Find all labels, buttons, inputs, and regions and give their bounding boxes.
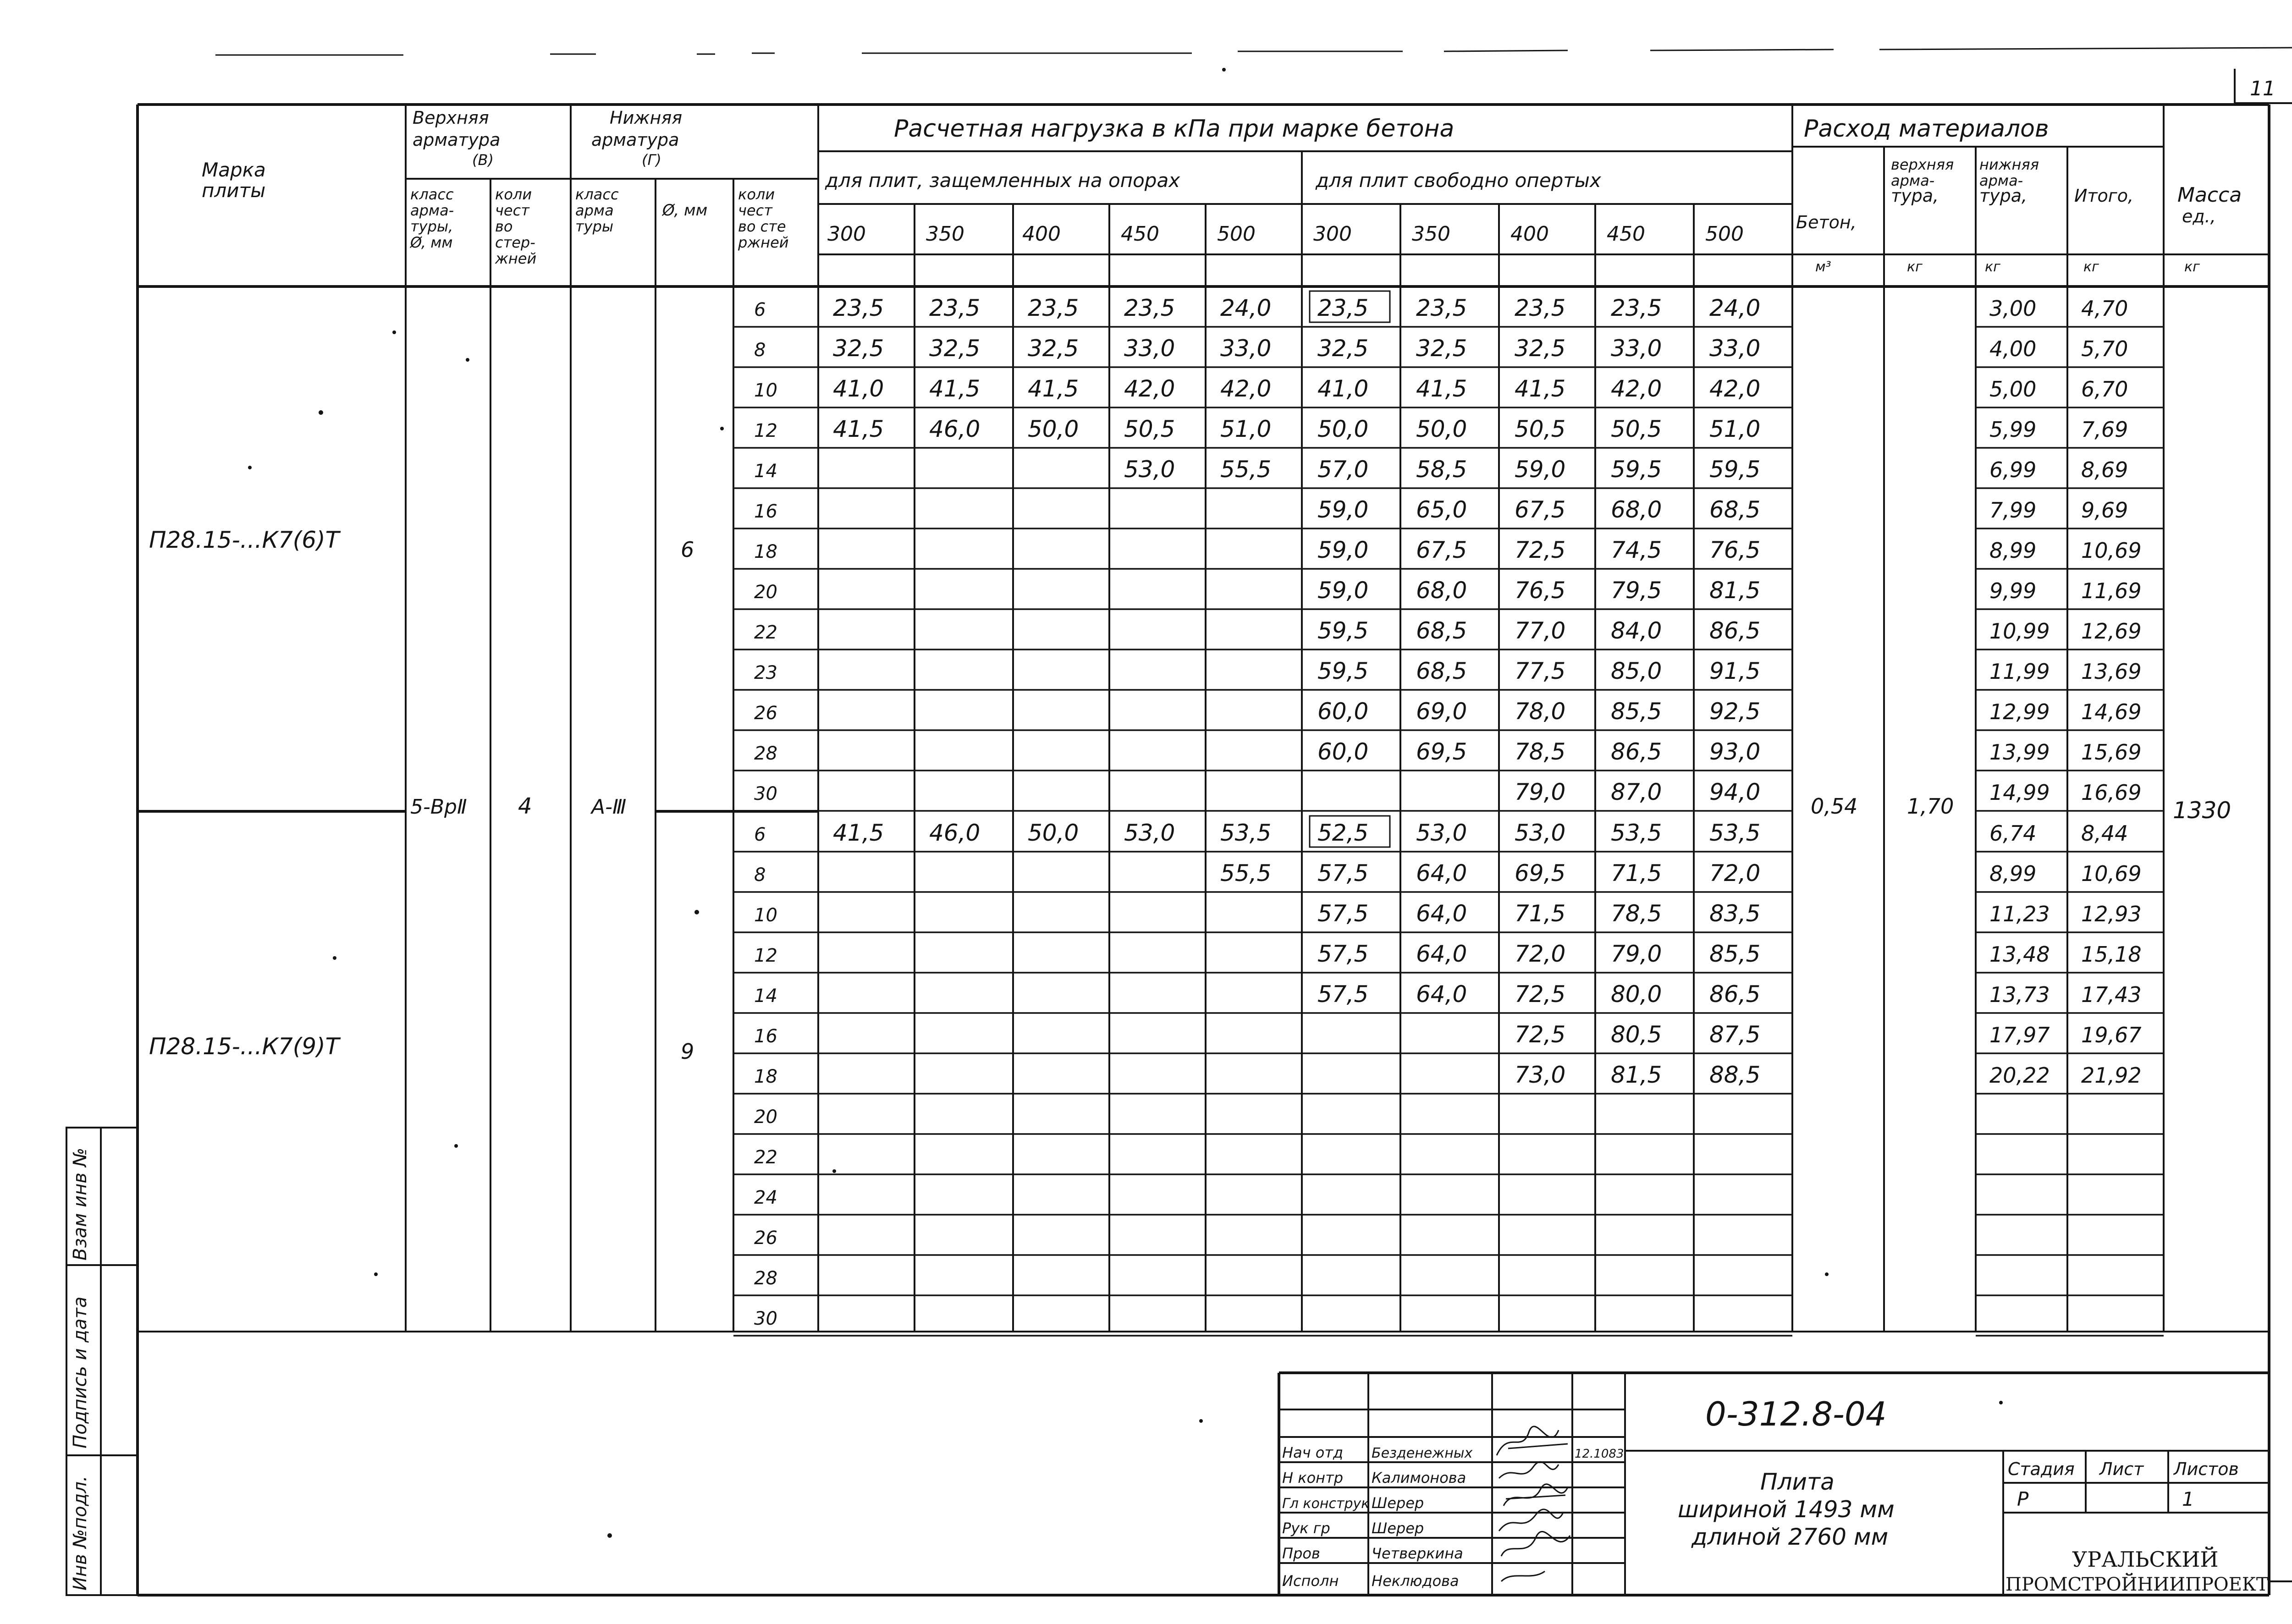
free-value: 71,5 <box>1611 860 1662 886</box>
free-value: 33,0 <box>1611 335 1662 362</box>
table-row-count: 28 <box>754 1268 777 1289</box>
free-value: 68,5 <box>1416 617 1467 644</box>
clamped-value: 41,5 <box>833 820 884 846</box>
free-value: 67,5 <box>1515 496 1566 523</box>
clamped-value: 51,0 <box>1220 416 1272 442</box>
svg-text:400: 400 <box>1022 222 1061 246</box>
free-value: 57,5 <box>1317 981 1369 1007</box>
free-value: 88,5 <box>1709 1062 1761 1088</box>
free-value: 76,5 <box>1515 577 1566 604</box>
free-value: 94,0 <box>1709 779 1761 805</box>
svg-text:Пров: Пров <box>1282 1545 1320 1562</box>
clamped-value: 46,0 <box>929 416 981 442</box>
free-value: 53,5 <box>1611 820 1662 846</box>
svg-text:кг: кг <box>1985 259 2000 275</box>
svg-text:нижняя: нижняя <box>1979 156 2039 173</box>
free-value: 69,5 <box>1416 738 1467 765</box>
free-value: 77,0 <box>1515 617 1566 644</box>
table-row-count: 26 <box>754 703 777 724</box>
clamped-value: 23,5 <box>1028 295 1079 321</box>
free-value: 84,0 <box>1611 617 1662 644</box>
free-value: 86,5 <box>1709 617 1761 644</box>
free-value: 91,5 <box>1709 658 1761 684</box>
group1-mark: П28.15-...К7(6)Т <box>149 527 340 553</box>
free-value: 68,5 <box>1416 658 1467 684</box>
table-row-count: 22 <box>754 1147 777 1168</box>
free-value: 93,0 <box>1709 738 1761 765</box>
svg-text:во сте: во сте <box>738 218 786 235</box>
free-value: 83,5 <box>1709 900 1761 927</box>
free-value: 76,5 <box>1709 537 1761 563</box>
svg-text:300: 300 <box>827 222 866 246</box>
signature-scribbles <box>1497 1426 1570 1581</box>
bottom-rebar-kg: 9,99 <box>1989 578 2037 603</box>
svg-text:Бетон,: Бетон, <box>1796 212 1857 232</box>
stage-value: Р <box>2017 1488 2029 1510</box>
bottom-rebar-kg: 4,00 <box>1989 336 2037 361</box>
svg-text:туры: туры <box>575 218 614 235</box>
bottom-rebar-kg: 12,99 <box>1989 699 2050 724</box>
free-value: 42,0 <box>1611 375 1662 402</box>
svg-text:Шерер: Шерер <box>1372 1519 1424 1537</box>
free-value: 32,5 <box>1317 335 1369 362</box>
unit-mass: 1330 <box>2173 797 2231 824</box>
clamped-value: 46,0 <box>929 820 981 846</box>
group1-dia: 6 <box>681 537 694 562</box>
table-row-count: 8 <box>754 864 766 886</box>
free-value: 23,5 <box>1611 295 1662 321</box>
free-value: 59,0 <box>1317 496 1369 523</box>
hdr-materials: Расход материалов <box>1804 115 2049 143</box>
svg-text:арма-: арма- <box>1979 172 2023 189</box>
svg-text:ед.,: ед., <box>2182 206 2216 226</box>
svg-text:Масса: Масса <box>2177 183 2242 207</box>
total-kg: 15,69 <box>2081 740 2142 765</box>
clamped-value: 32,5 <box>929 335 981 362</box>
free-value: 57,5 <box>1317 860 1369 886</box>
total-kg: 19,67 <box>2081 1023 2142 1047</box>
svg-text:Гл конструк: Гл конструк <box>1282 1496 1370 1512</box>
free-value: 81,5 <box>1611 1062 1662 1088</box>
bottom-rebar-kg: 5,99 <box>1989 417 2037 442</box>
clamped-value: 23,5 <box>833 295 884 321</box>
bottom-rebar-kg: 11,99 <box>1989 659 2050 684</box>
svg-text:500: 500 <box>1217 222 1256 246</box>
hdr-mark-line2: плиты <box>202 179 266 202</box>
total-kg: 10,69 <box>2081 538 2142 563</box>
svg-text:Калимонова: Калимонова <box>1372 1469 1466 1486</box>
stamp-inv-orig: Инв №подл. <box>70 1475 91 1591</box>
bottom-rebar-kg: 7,99 <box>1989 498 2037 523</box>
total-kg: 13,69 <box>2081 659 2142 684</box>
bottom-rebar-kg: 8,99 <box>1989 538 2037 563</box>
free-value: 79,0 <box>1515 779 1566 805</box>
total-kg: 16,69 <box>2081 780 2142 805</box>
free-value: 85,0 <box>1611 658 1662 684</box>
stamp-replaced-inv: Взам инв № <box>70 1147 91 1261</box>
free-value: 50,0 <box>1317 416 1369 442</box>
svg-text:450: 450 <box>1121 222 1159 246</box>
free-value: 51,0 <box>1709 416 1761 442</box>
free-value: 64,0 <box>1416 900 1467 927</box>
total-kg: 4,70 <box>2081 296 2128 321</box>
sheet-number-box <box>2235 69 2292 103</box>
table-row-count: 6 <box>754 299 766 320</box>
svg-text:арматура: арматура <box>591 130 679 150</box>
svg-text:Ø, мм: Ø, мм <box>662 201 708 220</box>
clamped-value: 53,0 <box>1124 456 1175 483</box>
free-value: 64,0 <box>1416 941 1467 967</box>
free-value: 59,0 <box>1515 456 1566 483</box>
svg-text:чест: чест <box>738 202 772 219</box>
free-value: 50,5 <box>1515 416 1566 442</box>
table-header <box>138 105 2269 1332</box>
clamped-value: 55,5 <box>1220 456 1272 483</box>
signature-date: 12.1083 <box>1575 1447 1624 1461</box>
svg-text:коли: коли <box>495 186 532 203</box>
free-value: 72,5 <box>1515 1021 1566 1048</box>
free-value: 50,5 <box>1611 416 1662 442</box>
bottom-rebar-kg: 17,97 <box>1989 1023 2050 1047</box>
free-value: 67,5 <box>1416 537 1467 563</box>
free-value: 58,5 <box>1416 456 1467 483</box>
svg-text:Безденежных: Безденежных <box>1372 1445 1473 1461</box>
free-value: 32,5 <box>1416 335 1467 362</box>
clamped-value: 41,5 <box>1028 375 1079 402</box>
bottom-rebar-kg: 6,99 <box>1989 457 2037 482</box>
free-value: 71,5 <box>1515 900 1566 927</box>
stage-label: Стадия <box>2008 1459 2075 1479</box>
free-value: 73,0 <box>1515 1062 1566 1088</box>
free-value: 57,0 <box>1317 456 1369 483</box>
clamped-value: 41,5 <box>833 416 884 442</box>
total-kg: 14,69 <box>2081 699 2142 724</box>
hdr-free: для плит свободно опертых <box>1316 169 1601 192</box>
svg-text:350: 350 <box>926 222 964 246</box>
svg-text:Итого,: Итого, <box>2074 186 2134 206</box>
free-value: 57,5 <box>1317 941 1369 967</box>
table-row-count: 12 <box>754 420 777 441</box>
group-separators <box>138 811 2269 1332</box>
free-value: 80,5 <box>1611 1021 1662 1048</box>
group2-mark: П28.15-...К7(9)Т <box>149 1033 340 1060</box>
total-kg: 12,93 <box>2081 902 2142 926</box>
svg-text:стер-: стер- <box>495 234 535 251</box>
clamped-value: 32,5 <box>1028 335 1079 362</box>
free-value: 77,5 <box>1515 658 1566 684</box>
hdr-clamped: для плит, защемленных на опорах <box>825 169 1180 192</box>
free-value: 74,5 <box>1611 537 1662 563</box>
table-row-count: 22 <box>754 622 777 643</box>
svg-text:верхняя: верхняя <box>1891 156 1954 173</box>
clamped-value: 33,0 <box>1220 335 1272 362</box>
free-value: 53,0 <box>1416 820 1467 846</box>
free-value: 92,5 <box>1709 698 1761 725</box>
free-value: 42,0 <box>1709 375 1761 402</box>
clamped-value: 41,5 <box>929 375 981 402</box>
svg-text:тура,: тура, <box>1891 186 1939 206</box>
free-value: 85,5 <box>1709 941 1761 967</box>
free-value: 41,0 <box>1317 375 1369 402</box>
bottom-rebar-kg: 6,74 <box>1989 821 2037 846</box>
free-value: 33,0 <box>1709 335 1761 362</box>
clamped-value: 32,5 <box>833 335 884 362</box>
free-value: 59,5 <box>1709 456 1761 483</box>
free-value: 69,0 <box>1416 698 1467 725</box>
svg-text:арматура: арматура <box>413 130 501 150</box>
bottom-rebar-kg: 3,00 <box>1989 296 2037 321</box>
sheet-label: Лист <box>2099 1459 2144 1479</box>
free-value: 64,0 <box>1416 860 1467 886</box>
free-value: 41,5 <box>1515 375 1566 402</box>
clamped-value: 24,0 <box>1220 295 1272 321</box>
total-kg: 9,69 <box>2081 498 2128 523</box>
hdr-mark-line1: Марка <box>202 159 266 181</box>
svg-text:арма-: арма- <box>1891 172 1935 189</box>
svg-text:Неклюдова: Неклюдова <box>1372 1572 1459 1590</box>
document-code: 0-312.8-04 <box>1705 1395 1887 1433</box>
bottom-class: А-Ⅲ <box>591 795 627 819</box>
sheet-number: 11 <box>2250 77 2275 100</box>
total-kg: 8,69 <box>2081 457 2128 482</box>
free-value: 53,0 <box>1515 820 1566 846</box>
title-line-2: шириной 1493 мм <box>1678 1496 1895 1523</box>
svg-text:Н контр: Н контр <box>1282 1469 1344 1486</box>
free-value: 52,5 <box>1317 820 1369 846</box>
svg-text:кг: кг <box>2184 259 2200 275</box>
free-value: 80,0 <box>1611 981 1662 1007</box>
hdr-load-title: Расчетная нагрузка в кПа при марке бетона <box>894 115 1455 143</box>
bottom-rebar-kg: 10,99 <box>1989 619 2050 644</box>
total-kg: 8,44 <box>2081 821 2128 846</box>
total-kg: 11,69 <box>2081 578 2142 603</box>
free-value: 68,0 <box>1416 577 1467 604</box>
total-kg: 21,92 <box>2081 1063 2142 1088</box>
table-row-count: 28 <box>754 743 777 764</box>
free-value: 59,0 <box>1317 537 1369 563</box>
free-value: 59,0 <box>1317 577 1369 604</box>
clamped-value: 41,0 <box>833 375 884 402</box>
bottom-rebar-kg: 13,99 <box>1989 740 2050 765</box>
clamped-value: 53,5 <box>1220 820 1272 846</box>
free-value: 78,5 <box>1515 738 1566 765</box>
clamped-value: 53,0 <box>1124 820 1175 846</box>
top-count: 4 <box>518 793 532 819</box>
svg-text:Ø, мм: Ø, мм <box>410 234 453 251</box>
free-value: 60,0 <box>1317 698 1369 725</box>
title-line-1: Плита <box>1760 1469 1835 1495</box>
table-row-count: 20 <box>754 582 777 603</box>
top-class: 5-ВрⅡ <box>410 795 467 819</box>
org-name-2: ПРОМСТРОЙНИИПРОЕКТ <box>2006 1574 2269 1595</box>
svg-text:Рук гр: Рук гр <box>1282 1519 1330 1537</box>
free-value: 50,0 <box>1416 416 1467 442</box>
bottom-rebar-kg: 13,73 <box>1989 982 2050 1007</box>
free-value: 87,0 <box>1611 779 1662 805</box>
total-kg: 17,43 <box>2081 982 2142 1007</box>
svg-text:чест: чест <box>495 202 529 219</box>
svg-text:коли: коли <box>738 186 775 203</box>
sheet-value: 1 <box>2182 1488 2194 1510</box>
clamped-value: 42,0 <box>1124 375 1175 402</box>
table-row-count: 12 <box>754 945 777 966</box>
svg-text:Шерер: Шерер <box>1372 1494 1424 1512</box>
top-rebar-kg: 1,70 <box>1907 794 1954 819</box>
svg-text:400: 400 <box>1510 222 1549 246</box>
svg-text:(В): (В) <box>472 151 494 169</box>
svg-text:Нач отд: Нач отд <box>1282 1444 1344 1461</box>
table-row-count: 16 <box>754 501 777 522</box>
table-row-count: 14 <box>754 461 777 482</box>
free-value: 81,5 <box>1709 577 1761 604</box>
free-value: 53,5 <box>1709 820 1761 846</box>
clamped-value: 33,0 <box>1124 335 1175 362</box>
clamped-value: 42,0 <box>1220 375 1272 402</box>
table-row-count: 30 <box>754 783 777 804</box>
svg-text:350: 350 <box>1412 222 1450 246</box>
free-value: 23,5 <box>1515 295 1566 321</box>
free-value: 59,5 <box>1317 617 1369 644</box>
free-value: 72,0 <box>1515 941 1566 967</box>
sheets-label: Листов <box>2174 1459 2239 1479</box>
free-value: 85,5 <box>1611 698 1662 725</box>
bottom-rebar-kg: 14,99 <box>1989 780 2050 805</box>
svg-text:жней: жней <box>495 250 537 267</box>
org-name-1: УРАЛЬСКИЙ <box>2072 1547 2219 1572</box>
free-value: 59,5 <box>1317 658 1369 684</box>
free-value: 69,5 <box>1515 860 1566 886</box>
svg-text:500: 500 <box>1705 222 1744 246</box>
bottom-rebar-kg: 11,23 <box>1989 902 2050 926</box>
table-row-count: 23 <box>754 662 777 683</box>
trim-line <box>215 48 2292 55</box>
clamped-value: 50,5 <box>1124 416 1175 442</box>
table-row-count: 10 <box>754 380 777 401</box>
svg-text:тура,: тура, <box>1979 186 2028 206</box>
bottom-rebar-kg: 13,48 <box>1989 942 2050 967</box>
free-value: 57,5 <box>1317 900 1369 927</box>
concrete-volume: 0,54 <box>1811 794 1858 819</box>
svg-text:класс: класс <box>575 186 619 203</box>
total-kg: 10,69 <box>2081 861 2142 886</box>
total-kg: 6,70 <box>2081 377 2128 402</box>
free-value: 23,5 <box>1416 295 1467 321</box>
free-value: 24,0 <box>1709 295 1761 321</box>
svg-text:арма-: арма- <box>410 202 454 219</box>
free-value: 79,5 <box>1611 577 1662 604</box>
total-kg: 12,69 <box>2081 619 2142 644</box>
table-row-count: 24 <box>754 1187 777 1208</box>
bottom-rebar-kg: 8,99 <box>1989 861 2037 886</box>
free-value: 87,5 <box>1709 1021 1761 1048</box>
table-row-count: 20 <box>754 1107 777 1128</box>
svg-text:арма: арма <box>575 202 614 219</box>
table-row-count: 14 <box>754 985 777 1007</box>
free-value: 59,5 <box>1611 456 1662 483</box>
svg-text:(Г): (Г) <box>642 151 661 169</box>
clamped-value: 50,0 <box>1028 820 1079 846</box>
free-value: 72,0 <box>1709 860 1761 886</box>
free-value: 72,5 <box>1515 537 1566 563</box>
svg-text:кг: кг <box>2083 259 2099 275</box>
svg-text:класс: класс <box>410 186 454 203</box>
stamp-signature-date: Подпись и дата <box>70 1296 91 1448</box>
bottom-rebar-kg: 20,22 <box>1989 1063 2050 1088</box>
signature-names <box>1372 1445 1473 1590</box>
side-stamp <box>66 1128 138 1595</box>
svg-text:300: 300 <box>1313 222 1352 246</box>
table-row-count: 18 <box>754 1066 777 1087</box>
svg-text:туры,: туры, <box>410 218 453 235</box>
free-value: 60,0 <box>1317 738 1369 765</box>
grade-labels <box>827 222 1744 246</box>
svg-text:Четверкина: Четверкина <box>1372 1545 1463 1562</box>
free-value: 79,0 <box>1611 941 1662 967</box>
svg-text:во: во <box>495 218 513 235</box>
clamped-value: 23,5 <box>1124 295 1175 321</box>
title-block <box>1279 1373 2269 1595</box>
free-value: 64,0 <box>1416 981 1467 1007</box>
free-value: 78,5 <box>1611 900 1662 927</box>
free-value: 32,5 <box>1515 335 1566 362</box>
svg-text:м³: м³ <box>1815 259 1831 275</box>
signature-roles <box>1282 1444 1369 1590</box>
clamped-value: 55,5 <box>1220 860 1272 886</box>
free-value: 68,5 <box>1709 496 1761 523</box>
clamped-value: 50,0 <box>1028 416 1079 442</box>
bottom-rebar-kg: 5,00 <box>1989 377 2037 402</box>
clamped-value: 23,5 <box>929 295 981 321</box>
title-line-3: длиной 2760 мм <box>1691 1524 1889 1550</box>
free-value: 72,5 <box>1515 981 1566 1007</box>
total-kg: 7,69 <box>2081 417 2128 442</box>
free-value: 86,5 <box>1709 981 1761 1007</box>
total-kg: 15,18 <box>2081 942 2142 967</box>
table-row-count: 8 <box>754 340 766 361</box>
svg-text:кг: кг <box>1907 259 1923 275</box>
free-value: 65,0 <box>1416 496 1467 523</box>
free-value: 41,5 <box>1416 375 1467 402</box>
free-value: 86,5 <box>1611 738 1662 765</box>
svg-text:ржней: ржней <box>738 234 789 251</box>
svg-text:Верхняя: Верхняя <box>413 108 489 128</box>
free-value: 23,5 <box>1317 295 1369 321</box>
table-row-count: 16 <box>754 1026 777 1047</box>
table-row-count: 18 <box>754 541 777 562</box>
table-row-count: 30 <box>754 1308 777 1329</box>
group2-dia: 9 <box>681 1039 694 1064</box>
free-value: 78,0 <box>1515 698 1566 725</box>
table-row-count: 26 <box>754 1228 777 1249</box>
table-row-count: 6 <box>754 824 766 845</box>
svg-text:Нижняя: Нижняя <box>610 108 683 128</box>
free-value: 68,0 <box>1611 496 1662 523</box>
svg-text:450: 450 <box>1607 222 1645 246</box>
svg-text:Исполн: Исполн <box>1282 1572 1339 1590</box>
table-row-count: 10 <box>754 905 777 926</box>
total-kg: 5,70 <box>2081 336 2128 361</box>
